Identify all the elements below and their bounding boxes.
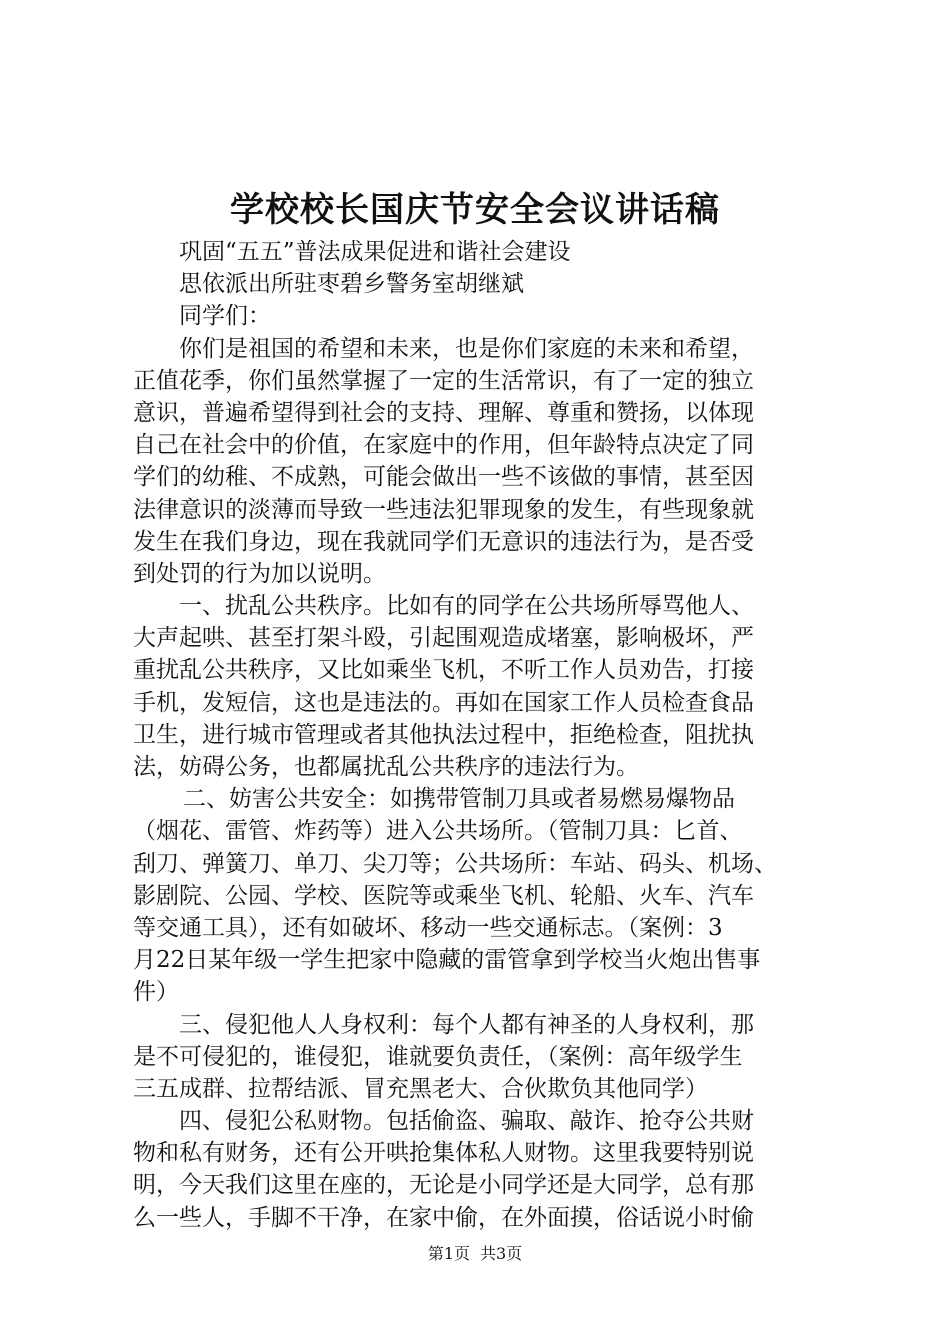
body-line: 么一些人，手脚不干净，在家中偷，在外面摸，俗话说小时偷 [133,1204,754,1231]
body-line: 学们的幼稚、不成熟，可能会做出一些不该做的事情，甚至因 [133,464,754,491]
body-line: 月22日某年级一学生把家中隐藏的雷管拿到学校当火炮出售事 [133,947,761,974]
body-line: 正值花季，你们虽然掌握了一定的生活常识，有了一定的独立 [133,367,754,394]
body-line: 影剧院、公园、学校、医院等或乘坐飞机、轮船、火车、汽车 [133,882,754,909]
document-title: 学校校长国庆节安全会议讲话稿 [230,190,720,230]
body-line: 意识，普遍希望得到社会的支持、理解、尊重和赞扬，以体现 [133,399,754,426]
body-line: 等交通工具），还有如破坏、移动一些交通标志。（案例：3 [133,914,723,941]
page-number: 第1页 [427,1244,470,1263]
body-line: 三五成群、拉帮结派、冒充黑老大、合伙欺负其他同学） [133,1075,708,1102]
body-line: 刮刀、弹簧刀、单刀、尖刀等；公共场所：车站、码头、机场、 [133,850,777,877]
body-line: 明，今天我们这里在座的，无论是小同学还是大同学，总有那 [133,1172,754,1199]
body-line: 发生在我们身边，现在我就同学们无意识的违法行为，是否受 [133,528,754,555]
page-total: 共3页 [480,1244,523,1263]
body-line: 手机，发短信，这也是违法的。再如在国家工作人员检查食品 [133,689,754,716]
body-line: 大声起哄、甚至打架斗殴，引起围观造成堵塞，影响极坏，严 [133,625,754,652]
body-line: 四、侵犯公私财物。包括偷盗、骗取、敲诈、抢夺公共财 [179,1108,754,1135]
body-line: 自己在社会中的价值，在家庭中的作用，但年龄特点决定了同 [133,432,754,459]
body-line: 二、妨害公共安全：如携带管制刀具或者易燃易爆物品 [183,786,735,813]
body-line: 法，妨碍公务，也都属扰乱公共秩序的违法行为。 [133,754,639,780]
body-line: 件） [133,979,179,1006]
body-line: 三、侵犯他人人身权利：每个人都有神圣的人身权利，那 [179,1011,754,1038]
document-body [133,236,833,1234]
salutation-line: 同学们： [179,303,271,330]
subtitle-line: 巩固“五五”普法成果促进和谐社会建设 [179,239,571,265]
body-line: （烟花、雷管、炸药等）进入公共场所。（管制刀具：匕首、 [133,818,743,845]
body-line: 是不可侵犯的，谁侵犯，谁就要负责任，（案例：高年级学生 [133,1043,743,1070]
page-footer [0,1243,950,1265]
body-line: 重扰乱公共秩序，又比如乘坐飞机，不听工作人员劝告，打接 [133,657,754,684]
body-line: 卫生，进行城市管理或者其他执法过程中，拒绝检查，阻扰执 [133,721,754,748]
body-line: 到处罚的行为加以说明。 [133,560,386,587]
author-line: 思依派出所驻枣碧乡警务室胡继斌 [179,271,524,298]
body-line: 一、扰乱公共秩序。比如有的同学在公共场所辱骂他人、 [179,593,754,620]
body-line: 物和私有财务，还有公开哄抢集体私人财物。这里我要特别说 [133,1140,754,1167]
body-line: 你们是祖国的希望和未来，也是你们家庭的未来和希望， [179,335,754,362]
body-line: 法律意识的淡薄而导致一些违法犯罪现象的发生，有些现象就 [133,496,754,523]
